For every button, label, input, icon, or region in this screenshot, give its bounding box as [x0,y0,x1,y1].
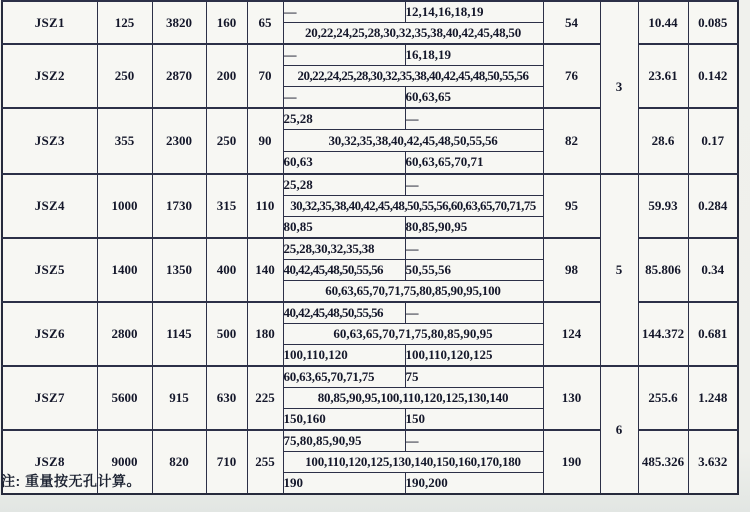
cell-value-3: 3.632 [688,430,738,494]
cell-value-3: 0.681 [688,302,738,366]
cell-model: JSZ1 [2,1,97,44]
spec-table-body [2,1,738,494]
cell-bore-left: 25,28,30,32,35,38 [283,238,405,260]
cell-value-1: 130 [543,366,600,430]
cell-value-1: 98 [543,238,600,302]
cell-param: 355 [97,108,152,174]
cell-param: 2800 [97,302,152,366]
cell-value-2: 144.372 [638,302,688,366]
cell-param: 2870 [152,44,206,108]
cell-bore-right: — [405,174,543,196]
cell-param: 820 [152,430,206,494]
footnote: 注: 重量按无孔计算。 [1,473,142,489]
cell-value-1: 82 [543,108,600,174]
cell-param: 3820 [152,1,206,44]
cell-param: 250 [206,108,247,174]
cell-param: 250 [97,44,152,108]
cell-model: JSZ2 [2,44,97,108]
cell-ratio: 3 [600,1,638,174]
cell-param: 2300 [152,108,206,174]
cell-param: 500 [206,302,247,366]
cell-bore-span: 30,32,35,38,40,42,45,48,50,55,56,60,63,65,70,71,75 [283,195,543,216]
cell-value-3: 0.17 [688,108,738,174]
cell-bore-span: 60,63,65,70,71,75,80,85,90,95,100 [283,280,543,302]
cell-param: 255 [247,430,283,494]
cell-param: 1000 [97,174,152,238]
cell-value-1: 124 [543,302,600,366]
cell-bore-right: 75 [405,366,543,388]
cell-value-3: 0.34 [688,238,738,302]
cell-bore-right: — [405,302,543,324]
cell-bore-right: 60,63,65,70,71 [405,152,543,174]
cell-model: JSZ5 [2,238,97,302]
cell-param: 70 [247,44,283,108]
cell-bore-left: 75,80,85,90,95 [283,430,405,452]
cell-param: 630 [206,366,247,430]
cell-model: JSZ3 [2,108,97,174]
cell-bore-right: 100,110,120,125 [405,344,543,366]
cell-value-2: 59.93 [638,174,688,238]
cell-bore-span: 60,63,65,70,71,75,80,85,90,95 [283,323,543,344]
cell-bore-span: 30,32,35,38,40,42,45,48,50,55,56 [283,130,543,152]
table-row [2,366,738,388]
cell-value-3: 1.248 [688,366,738,430]
cell-bore-span: 20,22,24,25,28,30,32,35,38,40,42,45,48,50 [283,23,543,45]
cell-param: 9000 [97,430,152,494]
cell-param: 225 [247,366,283,430]
cell-bore-right: 16,18,19 [405,44,543,66]
cell-bore-right: 50,55,56 [405,259,543,280]
cell-value-2: 85.806 [638,238,688,302]
cell-value-1: 76 [543,44,600,108]
cell-bore-left: 40,42,45,48,50,55,56 [283,259,405,280]
cell-bore-right: 80,85,90,95 [405,216,543,238]
cell-value-2: 23.61 [638,44,688,108]
cell-bore-left: 25,28 [283,108,405,130]
cell-param: 1350 [152,238,206,302]
cell-param: 315 [206,174,247,238]
cell-bore-span: 80,85,90,95,100,110,120,125,130,140 [283,387,543,408]
cell-bore-span: 100,110,120,125,130,140,150,160,170,180 [283,451,543,472]
cell-param: 200 [206,44,247,108]
cell-bore-left: — [283,44,405,66]
cell-value-2: 255.6 [638,366,688,430]
cell-value-2: 485.326 [638,430,688,494]
cell-param: 125 [97,1,152,44]
cell-ratio: 6 [600,366,638,494]
cell-model: JSZ4 [2,174,97,238]
cell-bore-left: — [283,1,405,23]
cell-model: JSZ8 [2,430,97,494]
spec-table [1,0,739,495]
cell-bore-right: — [405,430,543,452]
cell-value-1: 190 [543,430,600,494]
cell-ratio: 5 [600,174,638,366]
cell-bore-span: 20,22,24,25,28,30,32,35,38,40,42,45,48,50,55,56 [283,66,543,87]
cell-bore-left: 60,63,65,70,71,75 [283,366,405,388]
cell-bore-right: — [405,238,543,260]
cell-param: 110 [247,174,283,238]
cell-param: 710 [206,430,247,494]
cell-param: 1730 [152,174,206,238]
table-row [2,1,738,23]
cell-bore-left: 60,63 [283,152,405,174]
cell-bore-right: 190,200 [405,472,543,494]
cell-bore-left: — [283,87,405,109]
cell-param: 140 [247,238,283,302]
cell-bore-left: 100,110,120 [283,344,405,366]
cell-bore-right: 12,14,16,18,19 [405,1,543,23]
cell-bore-left: 40,42,45,48,50,55,56 [283,302,405,324]
cell-bore-left: 80,85 [283,216,405,238]
cell-param: 1145 [152,302,206,366]
cell-value-3: 0.085 [688,1,738,44]
cell-value-1: 54 [543,1,600,44]
cell-bore-right: — [405,108,543,130]
cell-param: 5600 [97,366,152,430]
cell-value-3: 0.142 [688,44,738,108]
cell-bore-right: 150 [405,408,543,430]
cell-param: 160 [206,1,247,44]
cell-param: 400 [206,238,247,302]
table-row [2,174,738,196]
cell-param: 180 [247,302,283,366]
cell-model: JSZ7 [2,366,97,430]
cell-value-3: 0.284 [688,174,738,238]
cell-param: 90 [247,108,283,174]
cell-param: 65 [247,1,283,44]
cell-bore-left: 25,28 [283,174,405,196]
cell-param: 1400 [97,238,152,302]
cell-model: JSZ6 [2,302,97,366]
cell-bore-left: 190 [283,472,405,494]
cell-value-2: 28.6 [638,108,688,174]
cell-value-2: 10.44 [638,1,688,44]
cell-bore-right: 60,63,65 [405,87,543,109]
cell-param: 915 [152,366,206,430]
cell-bore-left: 150,160 [283,408,405,430]
cell-value-1: 95 [543,174,600,238]
